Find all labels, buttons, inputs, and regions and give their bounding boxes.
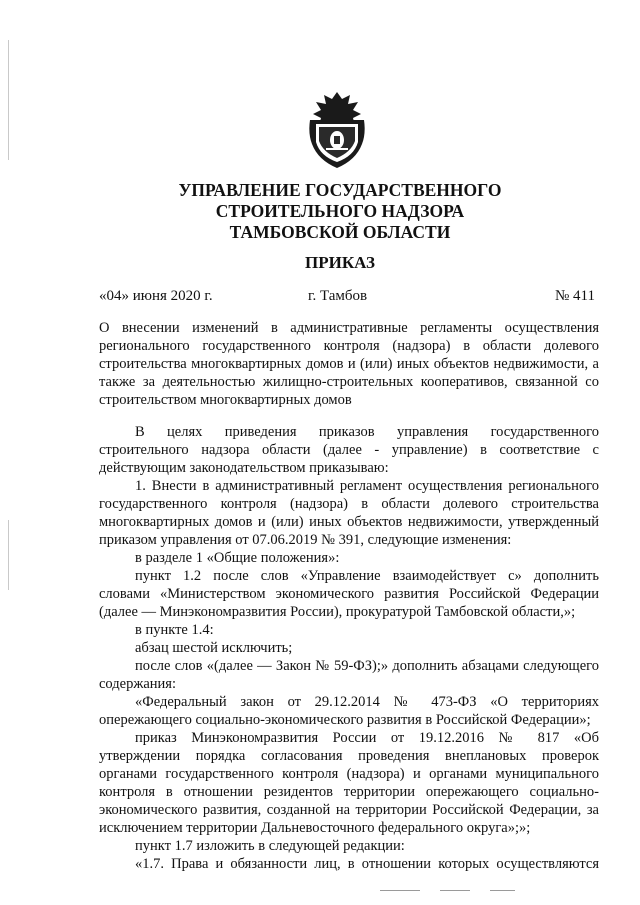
body-line: в пункте 1.4: <box>135 622 214 638</box>
body-line: пункт 1.2 после слов «Управление взаимодействует с» дополнить <box>135 568 599 584</box>
body-line: экономического развития, созданной на территории Российской Федерации, за <box>99 802 599 818</box>
subject-line: строительства многоквартирных домов и (или) иных объектов недвижимости, а <box>99 356 599 372</box>
scan-edge-mark <box>8 40 9 160</box>
order-date: «04» июня 2020 г. <box>99 288 213 304</box>
subject-line: О внесении изменений в административные регламенты осуществления <box>99 320 599 336</box>
body-line: абзац шестой исключить; <box>135 640 293 656</box>
subject-line: также за деятельностью жилищно-строительных кооперативов, связанной со <box>99 374 599 390</box>
scan-artifact-line <box>490 890 515 891</box>
body-line: «1.7. Права и обязанности лиц, в отношении которых осуществляются <box>135 856 599 872</box>
body-line: «Федеральный закон от 29.12.2014 № 473-ФЗ «О территориях <box>135 694 599 710</box>
body-line: строительного надзора области (далее - управление) в соответствие с <box>99 442 599 458</box>
body-line: приказом управления от 07.06.2019 № 391, следующие изменения: <box>99 532 512 548</box>
body-line: утверждении порядка согласования проведения внеплановых проверок <box>99 748 599 764</box>
body-line: контроля в отношении резидентов территории опережающего социально- <box>99 784 599 800</box>
document-type-title: ПРИКАЗ <box>305 253 375 272</box>
body-line: В целях приведения приказов управления государственного <box>135 424 599 440</box>
subject-line: строительством многоквартирных домов <box>99 392 352 408</box>
body-line: в разделе 1 «Общие положения»: <box>135 550 340 566</box>
subject-line: регионального государственного контроля (надзора) в области долевого <box>99 338 599 354</box>
organization-name <box>120 180 560 243</box>
order-city: г. Тамбов <box>308 288 368 304</box>
body-line: органами государственного контроля (надзора) и органами муниципального <box>99 766 599 782</box>
body-line: действующим законодательством приказываю: <box>99 460 389 476</box>
body-line: после слов «(далее — Закон № 59-ФЗ);» дополнить абзацами следующего <box>135 658 599 674</box>
body-line: государственного контроля (надзора) в области долевого строительства <box>99 496 599 512</box>
coat-of-arms-icon <box>306 90 368 170</box>
body-line: многоквартирных домов и (или) иных объектов недвижимости, утвержденный <box>99 514 599 530</box>
scan-edge-mark <box>8 520 9 590</box>
body-line: 1. Внести в административный регламент осуществления регионального <box>135 478 599 494</box>
body-line: опережающего социально-экономического развития в Российской Федерации»; <box>99 712 591 728</box>
organization-line: УПРАВЛЕНИЕ ГОСУДАРСТВЕННОГО <box>178 180 502 200</box>
body-line: содержания: <box>99 676 177 692</box>
organization-line: СТРОИТЕЛЬНОГО НАДЗОРА <box>215 201 465 221</box>
body-line: пункт 1.7 изложить в следующей редакции: <box>135 838 405 854</box>
organization-line: ТАМБОВСКОЙ ОБЛАСТИ <box>229 222 451 242</box>
body-line: (далее — Минэкономразвития России), прокуратурой Тамбовской области,»; <box>99 604 576 620</box>
body-line: словами «Министерством экономического развития Российской Федерации <box>99 586 599 602</box>
body-line: приказ Минэкономразвития России от 19.12.2016 № 817 «Об <box>135 730 599 746</box>
order-number: № 411 <box>555 288 596 304</box>
scan-artifact-line <box>440 890 470 891</box>
scan-artifact-line <box>380 890 420 891</box>
body-line: исключением территории Дальневосточного федерального округа»;»; <box>99 820 531 836</box>
